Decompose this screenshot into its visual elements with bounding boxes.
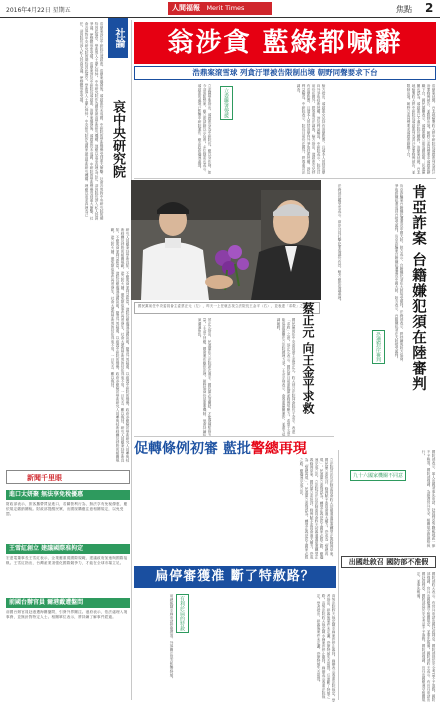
news-item-3-text: 前國台辦官員赴港遭海關盤問，引發外界關注。港府表示，依法處理入境事務，並無針對特定人士。相關單位表示，將持續了解事件經過。 bbox=[6, 610, 128, 619]
horizontal-divider bbox=[134, 436, 334, 437]
right-box-text: 國防部昨天表示，有官兵申請出國赴敘利亞，國防部基於安全考量不予准假。國防部強調，官兵出國應遵守相關規定，並事先報備。國防部昨天表示，有官兵申請出國赴敘利亞，國防部基於安全考量不予准假。國防部強調，官兵出國應遵守相關規定，並事先報備。 bbox=[417, 572, 436, 702]
editorial-label: 社論 bbox=[108, 18, 128, 58]
kenya-story-text-2: 法務部長羅瑩雪表示，兩岸共同打擊犯罪協議仍有效，雙方應依協議處理。 bbox=[338, 184, 342, 303]
editorial-title: 哀中央研究院 bbox=[110, 100, 125, 178]
news-item-2-title: 王雪紅創立 建議國際准拘定 bbox=[6, 544, 130, 554]
bottom-story-text-2: 高等法院昨天裁定陳水扁案件停止審判，扁辦表示尊重法院裁定。學者指出，停審後案件未定讞，恐使特赦失去前提，反而斷了特赦之路。高等法院昨天裁定陳水扁案件停止審判，扁辦表示尊重法院裁定。學者指出，停審後案件未定讞，恐使特赦失去前提。 bbox=[317, 594, 336, 702]
masthead-logo bbox=[168, 2, 272, 15]
bottom-story-text: 前總統陳水扁申請停審獲准，外界關注是否影響特赦。 bbox=[170, 594, 174, 681]
news-item-3-title: 前國台辦官員 爾港戴遭盤問 bbox=[6, 598, 130, 608]
editorial-text-top: 浩鼎案涉及中研院長翁啟惠，浩鼎案爆發後，翁啟惠仍未返國，中研院的學術聲譽受到重大衝擊，社會各界對中央研究院的期待因此落空，學術界人士憂心忡忡。中央研究院作為國家最高學術研究機構，理應以追求真理為己任，卻因院長涉入私人投資爭議，使整體形象受損。浩鼎案涉及中研院長翁啟惠，浩鼎案爆發後，翁啟惠仍未返國，中研院的學術聲譽受到重大衝擊，社會各界對中央研究院的期待因此落空，學術界人士憂心忡忡。中央研究院作為國家最高學術研究機構，理應以追求真理為己任，卻因院長涉入私人投資爭議，使整體形象受損。 bbox=[80, 22, 104, 220]
section-name: 焦點 bbox=[396, 5, 412, 14]
main-story-text: 浩鼎案延燒，台北地檢署昨天將中研院長翁啟惠列為貪汙治罪條例被告，並限制出境。朝野立委同聲要求翁啟惠辭職下台，國民黨團表示，翁啟惠應立即返國說明；民進黨團也認為，翁啟惠已不適任院長職務。浩鼎案延燒，台北地檢署昨天將中研院長翁啟惠列為貪汙治罪條例被告，並限制出境。朝野立委同聲要求翁啟惠辭職下台。 bbox=[407, 84, 436, 174]
cai-story-text-2: 蔡正元指出，民進黨在立法院席次過半，國民黨必須團結，才能發揮監督力量。王金平回應，國會運作應依法理，朝野協商仍是重要機制，他會持續扮演溝通角色。 bbox=[198, 318, 212, 437]
review-story-text: 立法院司法及法制委員會昨天初審通過促進轉型正義條例草案，國民黨立委批評，條例賦予委員會過大權力，恐成為「警總再現」。民進黨立委則認為，轉型正義是民主國家必經之路，應儘速完成立法。立法院司法及法制委員會昨天初審通過促進轉型正義條例草案，國民黨立委批評，條例賦予委員會過大權力，恐成為「警總再現」。民進黨立委則認為，轉型正義是民主國家必經之路，應儘速完成立法。 bbox=[300, 458, 334, 559]
news-box-title bbox=[6, 470, 130, 484]
page-header bbox=[0, 0, 440, 18]
photo-caption: 國民黨前任中央委員會主委蔡正元（左），昨天一上任就去找立法院長王金平（右），並表達「求救」之意。 bbox=[138, 304, 311, 308]
right-box-title: 出國赴敘召 國防部不准假 bbox=[341, 556, 436, 568]
cai-story-text: 國民黨前任中央委員會主委蔡正元，昨天到立法院拜會院長王金平，表達「求救」之意。蔡正元表示，國民黨目前面臨黨產條例等壓力，希望王金平能協助黨團在立法院據理力爭。王金平則表示，會尊重黨團運作，並盡力協調朝野。 bbox=[277, 318, 296, 437]
main-headline: 翁涉貪 藍綠都喊辭 bbox=[134, 22, 436, 64]
news-item-2-text: 宏達電董事長王雪紅表示，企業應重視國際規範，建議政府加速與國際接軌。王雪紅指出，台灣產業須強化國際競爭力，才能在全球市場立足。 bbox=[6, 556, 128, 565]
news-item-1-title: 進口太妍聚 無法享免稅優惠 bbox=[6, 490, 130, 500]
news-item-1-text: 財政部表示，旅客攜帶貨品進口，若屬營利行為，無法享有免稅優惠，應依規定繳納關稅。財政部提醒民眾，出國採購應注意相關規定，以免受罰。 bbox=[6, 502, 128, 516]
kenya-headline: 肯亞詐案 台籍嫌犯須在陸審判 bbox=[410, 184, 427, 392]
bottom-label: 有利於扁的特赦 bbox=[176, 594, 189, 633]
kenya-label: 恐遭對岸審判 bbox=[372, 330, 385, 364]
main-story-text-2: 檢方指出，翁啟惠女兒持有浩鼎股票，且翁本人曾替浩鼎向外爭取技術授權，涉及利益輸送。中研院表示，院長目前仍在國外，將尊重司法調查。檢方指出，翁啟惠女兒持有浩鼎股票，且翁本人曾替浩鼎向外爭取技術授權，涉及利益輸送。中研院表示，院長目前仍在國外，將尊重司法調查。 bbox=[297, 84, 326, 174]
review-headline bbox=[134, 438, 307, 458]
vertical-divider bbox=[338, 450, 339, 700]
review-headline-part1: 促轉條例初審 藍批 bbox=[134, 441, 251, 457]
column-divider bbox=[131, 20, 132, 700]
editorial-text-bottom: 研究人員應秉持學術良知，不應與商業利益糾葛。翁院長應儘速返國說明，釐清外界疑慮，以維護中研院的聲譽。政府亦應檢討學術研究人員參與技術移轉及持股的相關規範，建立防火牆，避免類似事件再度發生。社會大眾對學術界的信任得來不易，一旦失去，難以挽回。研究人員應秉持學術良知，不應與商業利益糾葛。翁院長應儘速返國說明，釐清外界疑慮，以維護中研院的聲譽。政府亦應檢討學術研究人員參與技術移轉及持股的相關規範，建立防火牆，避免類似事件再度發生。社會大眾對學術界的信任得來不易，一旦失去，難以挽回。 bbox=[111, 228, 130, 462]
photo-caption-box bbox=[134, 302, 320, 314]
support-story-text: 國防部表示，軍人出國須事先申請，赴敘利亞等戰亂地區一律不予核准。國防部強調，為維護官兵安全，相關規定將嚴格執行。 bbox=[422, 450, 436, 548]
news-box-label: 新聞千里眼 bbox=[27, 474, 62, 482]
photo-illustration bbox=[131, 180, 321, 300]
cai-headline: 蔡正元 向王金平求救 bbox=[301, 302, 315, 415]
issue-date: 2016年4月22日 星期五 bbox=[6, 7, 71, 14]
agency-label: 九十六國家機關不同意 bbox=[350, 470, 406, 481]
horizontal-divider bbox=[134, 178, 436, 179]
main-subhead: 浩鼎案滾雪球 列貪汙罪被告限制出境 朝野同聲要求下台 bbox=[134, 66, 436, 80]
logo-chinese: 人間福報 bbox=[172, 4, 200, 12]
page-number: 2 bbox=[425, 1, 434, 15]
logo-english: Merit Times bbox=[206, 4, 245, 12]
review-headline-part2: 警總再現 bbox=[250, 441, 307, 457]
main-story-text-3: 立委陳學聖指出，翁啟惠身為中研院長，應以身作則，如今卻深陷弊案，應立即請辭以示負責。多位綠委也表示，翁啟惠的處境已影響中研院運作，應由政府儘速處理。 bbox=[198, 84, 212, 174]
support-label: 立委聯署聲援 bbox=[220, 86, 233, 120]
kenya-story-text: 肯亞詐騙案台籍嫌犯遭遣送中國大陸，陸方表示，台籍嫌犯須在大陸接受審判。法務部表示，將持續與陸方協商，爭取將嫌犯遣返回台接受審判。肯亞詐騙案台籍嫌犯遭遣送中國大陸，陸方表示，台籍嫌犯須在大陸接受審判。 bbox=[395, 184, 404, 364]
bottom-headline: 扁停審獲准 斷了特赦路？ bbox=[134, 566, 336, 588]
news-photo bbox=[131, 180, 321, 300]
